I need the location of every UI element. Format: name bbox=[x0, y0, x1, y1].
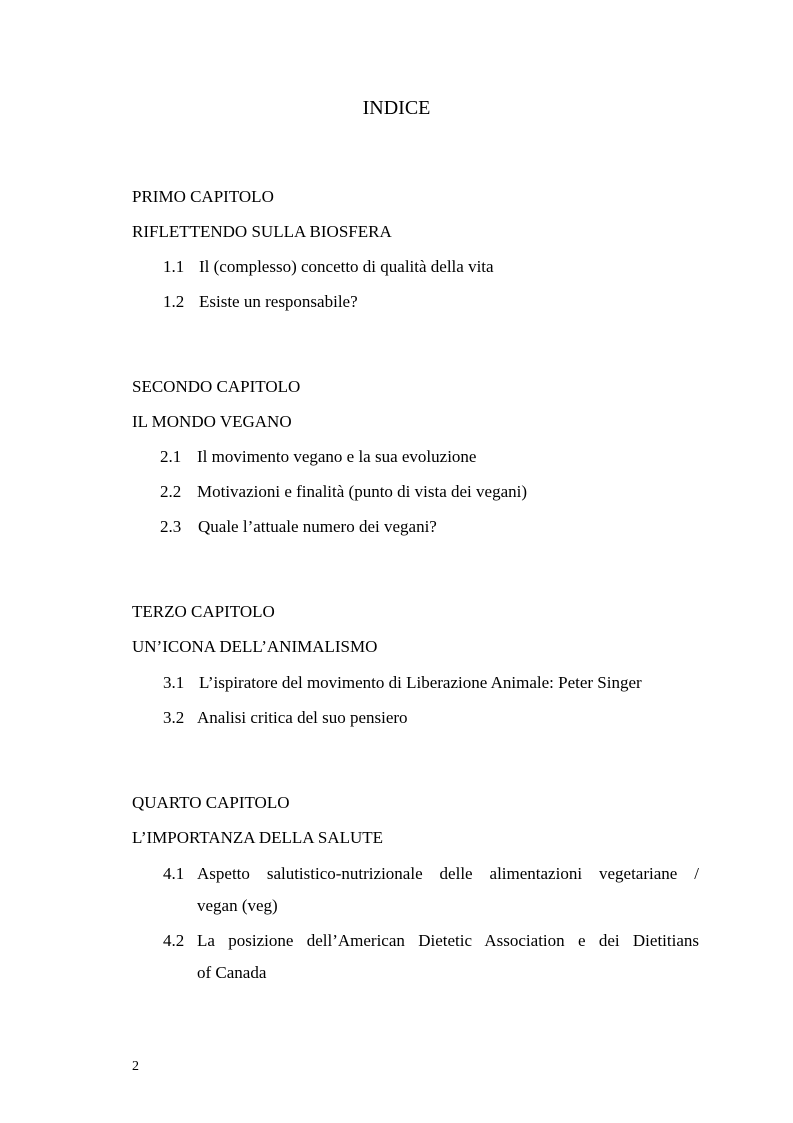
section-2-3-number: 2.3 bbox=[160, 517, 182, 536]
chapter-1-label: PRIMO CAPITOLO bbox=[132, 187, 274, 206]
chapter-1-heading: RIFLETTENDO SULLA BIOSFERA bbox=[132, 222, 392, 241]
chapter-3-label: TERZO CAPITOLO bbox=[132, 602, 275, 621]
chapter-4-label: QUARTO CAPITOLO bbox=[132, 793, 290, 812]
chapter-4-heading: L’IMPORTANZA DELLA SALUTE bbox=[132, 828, 384, 847]
chapter-2-label: SECONDO CAPITOLO bbox=[132, 377, 301, 396]
section-3-2-number: 3.2 bbox=[163, 708, 185, 727]
section-1-1-title: Il (complesso) concetto di qualità della vita bbox=[199, 257, 494, 276]
section-4-2-title: La posizione dell’American Dietetic Association e dei Dietitians bbox=[197, 931, 699, 950]
section-3-2-title: Analisi critica del suo pensiero bbox=[197, 708, 408, 727]
page-number: 2 bbox=[132, 1059, 139, 1074]
section-2-3-title: Quale l’attuale numero dei vegani? bbox=[198, 517, 437, 536]
section-4-1-number: 4.1 bbox=[163, 864, 185, 883]
section-1-2-title: Esiste un responsabile? bbox=[199, 292, 358, 311]
section-3-1-title: L’ispiratore del movimento di Liberazione Animale: Peter Singer bbox=[199, 673, 642, 692]
section-2-1-title: Il movimento vegano e la sua evoluzione bbox=[197, 447, 477, 466]
section-4-2-number: 4.2 bbox=[163, 931, 185, 950]
section-4-2-title-continued: of Canada bbox=[197, 963, 267, 982]
section-4-1-title-continued: vegan (veg) bbox=[197, 896, 278, 915]
section-2-2-number: 2.2 bbox=[160, 482, 182, 501]
page-title: INDICE bbox=[362, 97, 431, 119]
section-3-1-number: 3.1 bbox=[163, 673, 185, 692]
chapter-2-heading: IL MONDO VEGANO bbox=[132, 412, 292, 431]
section-2-2-title: Motivazioni e finalità (punto di vista dei vegani) bbox=[197, 482, 527, 501]
section-1-2-number: 1.2 bbox=[163, 292, 185, 311]
chapter-3-heading: UN’ICONA DELL’ANIMALISMO bbox=[132, 637, 378, 656]
section-2-1-number: 2.1 bbox=[160, 447, 182, 466]
section-4-1-title: Aspetto salutistico-nutrizionale delle alimentazioni vegetariane / bbox=[197, 864, 699, 883]
section-1-1-number: 1.1 bbox=[163, 257, 185, 276]
